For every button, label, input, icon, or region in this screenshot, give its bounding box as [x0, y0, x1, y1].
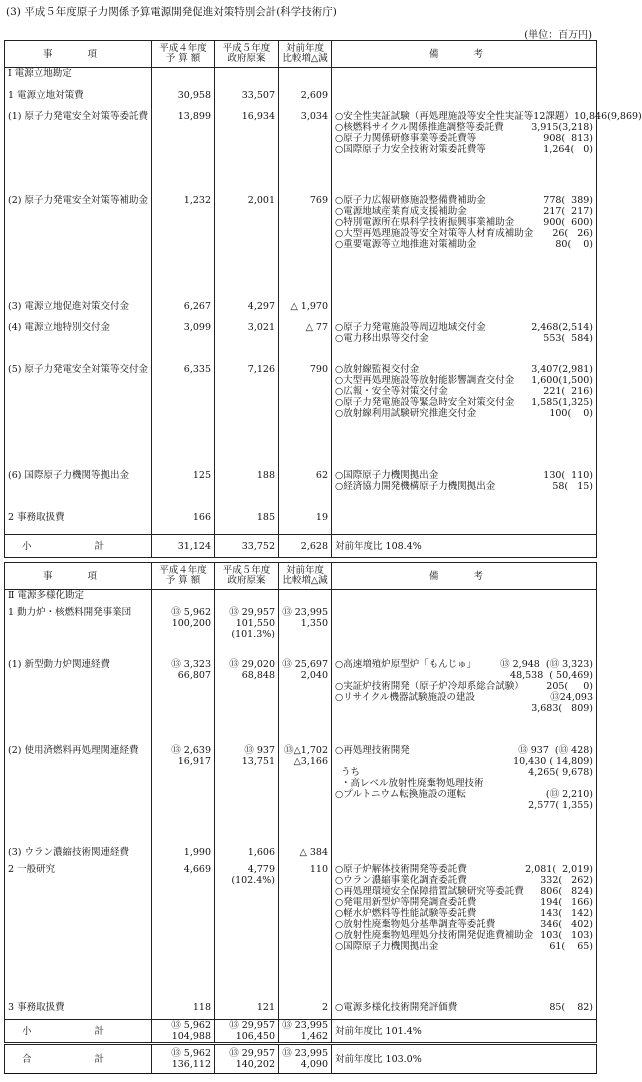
total-fy4: ⑬ 5,962 136,112: [152, 1044, 215, 1074]
row-label: (1) 原子力発電安全対策等委託費: [5, 111, 152, 196]
remark-label: ○特別電源所在県科学技術振興事業補助金: [335, 217, 515, 229]
fy4-value: 125: [152, 470, 215, 512]
diff-value: △ 77: [279, 322, 332, 364]
remark-amount: 3,915(3,218): [531, 121, 593, 133]
fy4-value: 3,099: [152, 322, 215, 364]
header-fy4: 平成４年度 予 算 額: [152, 41, 215, 68]
table-row: [5, 512, 597, 534]
remark-amount: 778( 389): [543, 195, 593, 207]
remark-item: [335, 767, 593, 789]
remark-item: [335, 195, 593, 206]
fy4-value: ⑬ 2,639 16,917: [152, 745, 215, 848]
remark-item: [335, 239, 593, 250]
diff-value: ⑬ 23,995 1,350: [279, 607, 332, 658]
remark-label: ○プルトニウム転換施設の運転: [335, 788, 466, 800]
remark-label: ○放射性廃棄物処理処分技術開発促進費補助金: [335, 930, 534, 942]
remarks-cell: [332, 90, 597, 111]
diff-value: 2,609: [279, 90, 332, 111]
section-row: [5, 68, 597, 90]
subtotal-row: [5, 1020, 597, 1044]
section-row: [5, 590, 597, 608]
remark-amount: 100( 0): [549, 408, 593, 420]
subtotal-label: 小 計: [5, 1020, 152, 1044]
table-row: [5, 1002, 597, 1020]
remark-amount: 806( 824): [540, 886, 593, 898]
row-label: 2 一般研究: [5, 864, 152, 1001]
subtotal-fy4: 31,124: [152, 535, 215, 558]
remark-amount: 194( 166): [540, 897, 593, 909]
row-label: (5) 原子力発電安全対策等交付金: [5, 364, 152, 470]
empty-cell: [279, 590, 332, 608]
table-row: [5, 847, 597, 864]
fy4-value: 30,958: [152, 90, 215, 111]
table-row: [5, 470, 597, 512]
row-label: (4) 電源立地特別交付金: [5, 322, 152, 364]
remark-item: [335, 333, 593, 344]
total-remarks: 対前年度比 103.0%: [332, 1044, 597, 1074]
remark-amount: 103( 103): [540, 930, 593, 942]
remarks-cell: [332, 659, 597, 745]
fy5-value: 2,001: [215, 195, 279, 301]
remark-label: ○広報・安全等対策交付金: [335, 386, 448, 398]
empty-cell: [215, 68, 279, 90]
remark-label: ○軽水炉燃料等性能試験等委託費: [335, 908, 477, 920]
remark-item: [335, 470, 593, 481]
row-label: (3) ウラン濃縮技術関連経費: [5, 847, 152, 864]
diff-value: 3,034: [279, 111, 332, 196]
remark-item: [335, 206, 593, 217]
remark-amount: 130( 110): [543, 470, 593, 482]
remark-item: [335, 692, 593, 714]
diff-value: ⑬△1,702 △3,166: [279, 745, 332, 848]
table-row: [5, 659, 597, 745]
diff-value: 769: [279, 195, 332, 301]
header-remarks: 備 考: [332, 41, 597, 68]
remark-label: ○経済協力開発機構原子力機関拠出金: [335, 481, 496, 493]
remarks-cell: [332, 745, 597, 848]
header-fy5: 平成５年度 政府原案: [215, 563, 279, 590]
header-remarks: 備 考: [332, 563, 597, 590]
remark-item: [335, 386, 593, 397]
remark-item: [335, 659, 593, 681]
total-label: 合 計: [5, 1044, 152, 1074]
budget-table-1: [4, 40, 642, 558]
fy4-value: ⑬ 3,323 66,807: [152, 659, 215, 745]
remarks-cell: [332, 512, 597, 534]
fy5-value: 4,297: [215, 301, 279, 322]
remark-label: ○高速増殖炉原型炉「もんじゅ」: [335, 658, 477, 670]
table-row: [5, 745, 597, 848]
fy5-value: ⑬ 29,957 101,550 (101.3%): [215, 607, 279, 658]
remark-amount: 1,600(1,500): [531, 375, 593, 387]
remarks-cell: [332, 195, 597, 301]
fy4-value: 1,232: [152, 195, 215, 301]
row-label: 3 事務取扱費: [5, 1002, 152, 1020]
remark-amount: 908( 813): [543, 132, 593, 144]
remark-amount: (⑬ 2,210) 2,577( 1,355): [528, 788, 593, 811]
remark-amount: 143( 142): [540, 908, 593, 920]
remark-amount: 3,407(2,981): [531, 364, 593, 376]
subtotal-diff: 2,628: [279, 535, 332, 558]
remark-label: ○放射線利用試験研究推進交付金: [335, 408, 477, 420]
remark-item: [335, 144, 593, 155]
remark-item: [335, 789, 593, 811]
remark-amount: ⑬ 937 (⑬ 428) 10,430 ( 14,809): [513, 744, 593, 767]
table-1-body: [5, 68, 642, 558]
table-row: [5, 195, 597, 301]
diff-value: △ 384: [279, 847, 332, 864]
remark-label: ○安全性実証試験（再処理施設等安全性実証等12課題）: [335, 110, 574, 122]
remark-label: ○再処理環境安全保障措置試験研究等委託費: [335, 886, 524, 898]
remark-item: [335, 908, 593, 919]
remark-label: ○原子力発電施設等周辺地域交付金: [335, 322, 486, 334]
remarks-cell: [332, 1002, 597, 1020]
remark-item: [335, 745, 593, 767]
remark-label: ○ウラン濃縮事業化調査委託費: [335, 875, 467, 887]
remark-amount: ⑬24,093 3,683( 809): [531, 691, 593, 714]
total-fy5: ⑬ 29,957 140,202: [215, 1044, 279, 1074]
empty-cell: [152, 68, 215, 90]
remark-amount: 221( 216): [543, 386, 593, 398]
fy5-value: 16,934: [215, 111, 279, 196]
empty-cell: [332, 68, 597, 90]
empty-cell: [279, 68, 332, 90]
table-row: [5, 364, 597, 470]
remark-label: ○核燃料サイクル関係推進調整等委託費: [335, 121, 504, 133]
remark-amount: 553( 584): [543, 333, 593, 345]
row-label: (2) 使用済燃料再処理関連経費: [5, 745, 152, 848]
row-label: 2 事務取扱費: [5, 512, 152, 534]
remark-label: ○原子力広報研修施設整備費補助金: [335, 195, 486, 207]
table-row: [5, 90, 597, 111]
remark-amount: 10,846(9,869): [573, 110, 642, 122]
remark-amount: 4,265( 9,678): [528, 766, 593, 778]
row-label: 1 電源立地対策費: [5, 90, 152, 111]
remark-label: ○原子力発電施設等緊急時安全対策交付金: [335, 397, 515, 409]
remark-item: [335, 681, 593, 692]
remark-label: ○国際原子力機関拠出金: [335, 470, 439, 482]
remark-label: ○電源多様化技術開発評価費: [335, 1001, 458, 1013]
remark-label: ○放射性廃棄物処分基準調査等委託費: [335, 919, 496, 931]
remark-item: [335, 481, 593, 492]
remark-label: ○原子炉解体技術開発等委託費: [335, 864, 467, 876]
remark-amount: 1,585(1,325): [531, 397, 593, 409]
fy4-value: 6,335: [152, 364, 215, 470]
remark-item: [335, 941, 593, 952]
header-item: 事 項: [5, 563, 152, 590]
fy5-value: 188: [215, 470, 279, 512]
diff-value: △ 1,970: [279, 301, 332, 322]
remark-amount: 58( 15): [552, 481, 593, 493]
total-row: [5, 1044, 597, 1074]
empty-cell: [215, 590, 279, 608]
row-label: (1) 新型動力炉関連経費: [5, 659, 152, 745]
remarks-cell: [332, 607, 597, 658]
fy4-value: 13,899: [152, 111, 215, 196]
subtotal-fy4: ⑬ 5,962 104,988: [152, 1020, 215, 1044]
total-diff: ⑬ 23,995 4,090: [279, 1044, 332, 1074]
remark-item: [335, 364, 593, 375]
subtotal-remarks: 対前年度比 101.4%: [332, 1020, 597, 1044]
remark-amount: 217( 217): [543, 206, 593, 218]
remark-item: [335, 864, 593, 875]
remark-label: ○放射線監視交付金: [335, 364, 420, 376]
fy5-value: 7,126: [215, 364, 279, 470]
fy4-value: ⑬ 5,962 100,200: [152, 607, 215, 658]
fy5-value: 33,507: [215, 90, 279, 111]
fy4-value: 118: [152, 1002, 215, 1020]
remark-label: ○重要電源等立地推進対策補助金: [335, 239, 477, 251]
remark-amount: 85( 82): [549, 1001, 593, 1013]
remark-amount: 2,081( 2,019): [525, 864, 593, 876]
remark-label: ○電力移出県等交付金: [335, 333, 429, 345]
table-row: [5, 607, 597, 658]
remark-item: [335, 919, 593, 930]
remark-item: [335, 122, 593, 133]
diff-value: 2: [279, 1002, 332, 1020]
remark-item: [335, 133, 593, 144]
subtotal-fy5: ⑬ 29,957 106,450: [215, 1020, 279, 1044]
remark-label: ○電源地域産業育成支援補助金: [335, 206, 467, 218]
empty-cell: [152, 590, 215, 608]
diff-value: ⑬ 25,697 2,040: [279, 659, 332, 745]
document-title: (3) 平成５年度原子力関係予算電源開発促進対策特別会計(科学技術庁): [6, 6, 337, 18]
remark-item: [335, 408, 593, 419]
remark-label: ○発電用新型炉等開発調査委託費: [335, 897, 477, 909]
unit-label: (単位：百万円): [524, 30, 592, 41]
remarks-cell: [332, 322, 597, 364]
row-label: (3) 電源立地促進対策交付金: [5, 301, 152, 322]
remark-item: [335, 322, 593, 333]
section-label: Ⅱ 電源多様化勘定: [5, 590, 152, 608]
remark-amount: 900( 600): [543, 217, 593, 229]
subtotal-row: [5, 535, 597, 558]
remark-label: ○再処理技術開発: [335, 744, 410, 756]
budget-table-2: [4, 562, 597, 1074]
remark-label: ○大型再処理施設等安全対策等人材育成補助金: [335, 228, 534, 240]
remarks-cell: [332, 364, 597, 470]
remark-label: ○大型再処理施設等放射能影響調査交付金: [335, 375, 515, 387]
remark-item: [335, 875, 593, 886]
remark-amount: 61( 65): [549, 941, 593, 953]
header-fy5: 平成５年度 政府原案: [215, 41, 279, 68]
diff-value: 62: [279, 470, 332, 512]
subtotal-fy5: 33,752: [215, 535, 279, 558]
empty-cell: [332, 590, 597, 608]
remark-item: [335, 375, 593, 386]
diff-value: 110: [279, 864, 332, 1001]
remark-amount: ⑬ 2,948 (⑬ 3,323) 48,538 ( 50,469): [500, 658, 593, 681]
fy5-value: ⑬ 937 13,751: [215, 745, 279, 848]
row-label: 1 動力炉・核燃料開発事業団: [5, 607, 152, 658]
fy4-value: 4,669: [152, 864, 215, 1001]
remark-label: ○リサイクル機器試験施設の建設: [335, 691, 475, 703]
remark-item: [335, 217, 593, 228]
remark-item: [335, 397, 593, 408]
subtotal-remarks: 対前年度比 108.4%: [332, 535, 597, 558]
remark-amount: 346( 402): [540, 919, 593, 931]
table-row: [5, 322, 597, 364]
remark-item: [335, 110, 642, 122]
remark-amount: 26( 26): [552, 228, 593, 240]
remarks-cell: [332, 110, 642, 196]
remark-amount: 2,468(2,514): [531, 322, 593, 334]
header-item: 事 項: [5, 41, 152, 68]
remark-item: [335, 897, 593, 908]
remark-item: [335, 228, 593, 239]
remark-item: [335, 886, 593, 897]
fy5-value: 185: [215, 512, 279, 534]
fy4-value: 1,990: [152, 847, 215, 864]
table-row: [5, 111, 597, 196]
remarks-cell: [332, 847, 597, 864]
subtotal-diff: ⑬ 23,995 1,462: [279, 1020, 332, 1044]
remarks-cell: [332, 301, 597, 322]
subtotal-label: 小 計: [5, 535, 152, 558]
section-label: Ⅰ 電源立地勘定: [5, 68, 152, 90]
table-2-body: [5, 590, 597, 1074]
diff-value: 19: [279, 512, 332, 534]
header-diff: 対前年度 比較増△減: [279, 563, 332, 590]
fy5-value: 4,779 (102.4%): [215, 864, 279, 1001]
remark-label: ○国際原子力安全技術対策委託費等: [335, 143, 486, 155]
remark-amount: 205( 0): [546, 680, 593, 692]
fy5-value: 1,606: [215, 847, 279, 864]
remark-amount: 1,264( 0): [543, 143, 593, 155]
table-row: [5, 864, 597, 1001]
row-label: (2) 原子力発電安全対策等補助金: [5, 195, 152, 301]
fy5-value: ⑬ 29,020 68,848: [215, 659, 279, 745]
remark-label: ○実証炉技術開発（原子炉冷却系総合試験）: [335, 680, 524, 692]
remark-amount: 332( 262): [540, 875, 593, 887]
remark-label: ○国際原子力機関拠出金: [335, 941, 439, 953]
remark-item: [335, 1002, 593, 1013]
table-row: [5, 301, 597, 322]
remark-amount: 80( 0): [555, 239, 593, 251]
fy5-value: 3,021: [215, 322, 279, 364]
fy4-value: 6,267: [152, 301, 215, 322]
remark-label: うち ・高レベル放射性廃棄物処理技術: [341, 766, 484, 789]
remarks-cell: [332, 470, 597, 512]
header-diff: 対前年度 比較増△減: [279, 41, 332, 68]
fy5-value: 121: [215, 1002, 279, 1020]
diff-value: 790: [279, 364, 332, 470]
remark-item: [335, 930, 593, 941]
header-fy4: 平成４年度 予 算 額: [152, 563, 215, 590]
fy4-value: 166: [152, 512, 215, 534]
remarks-cell: [332, 864, 597, 1001]
row-label: (6) 国際原子力機関等拠出金: [5, 470, 152, 512]
remark-label: ○原子力関係研修事業等委託費等: [335, 132, 477, 144]
